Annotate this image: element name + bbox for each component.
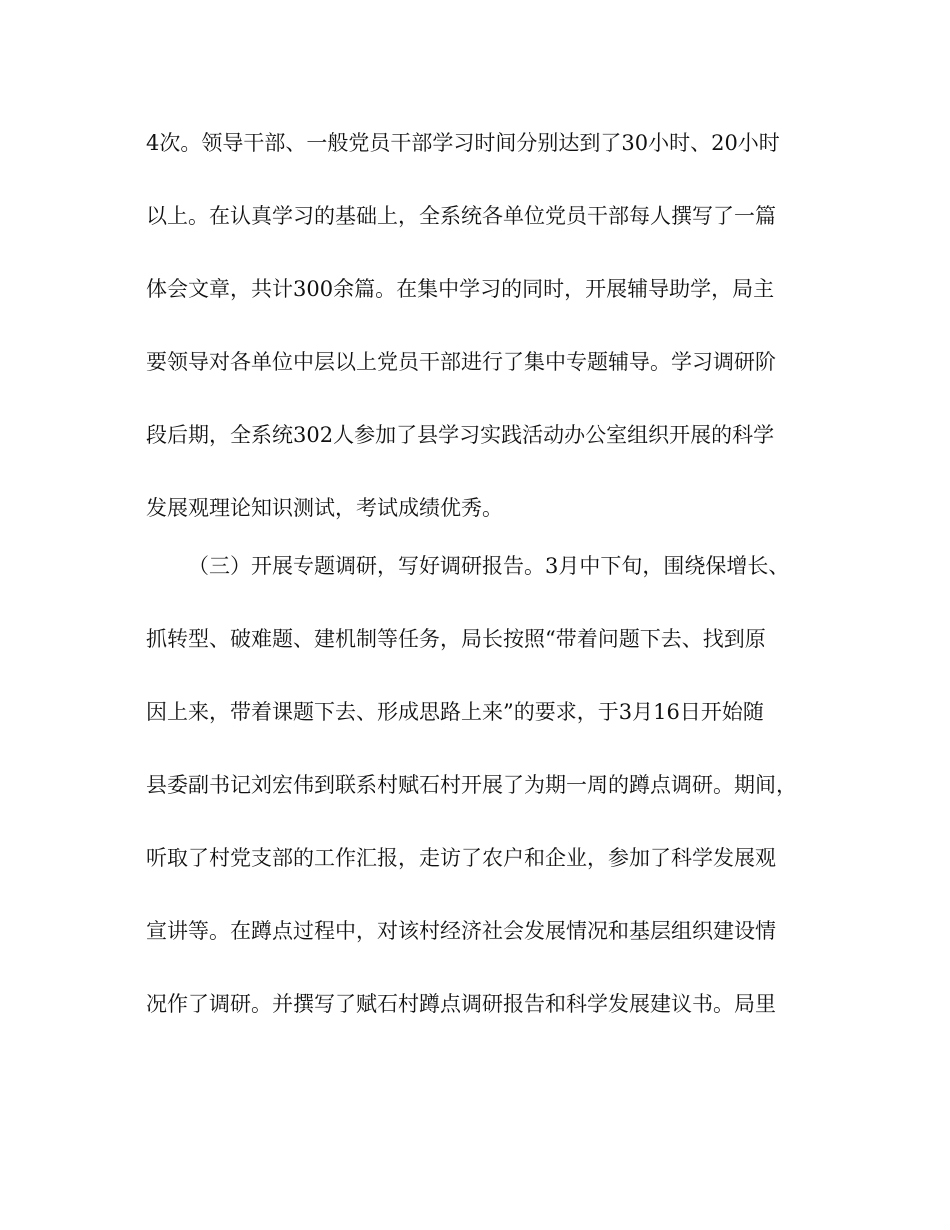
body-text-line: 4次。领导干部、一般党员干部学习时间分别达到了30小时、20小时: [146, 131, 780, 155]
body-text-line: 发展观理论知识测试，考试成绩优秀。: [146, 496, 503, 520]
body-text-line: 体会文章，共计300余篇。在集中学习的同时，开展辅导助学，局主: [146, 277, 775, 301]
body-text-line: 抓转型、破难题、建机制等任务，局长按照“带着问题下去、找到原: [146, 627, 766, 651]
body-text-line: 以上。在认真学习的基础上，全系统各单位党员干部每人撰写了一篇: [146, 204, 776, 228]
body-text-line: 要领导对各单位中层以上党员干部进行了集中专题辅导。学习调研阶: [146, 350, 776, 374]
body-text-line: 听取了村党支部的工作汇报，走访了农户和企业，参加了科学发展观: [146, 846, 776, 870]
section-heading-line: （三）开展专题调研，写好调研报告。3月中下旬，围绕保增长、: [188, 554, 790, 578]
body-text-line: 因上来，带着课题下去、形成思路上来”的要求，于3月16日开始随: [146, 700, 764, 724]
body-text-line: 县委副书记刘宏伟到联系村赋石村开展了为期一周的蹲点调研。期间，: [146, 773, 797, 797]
body-text-line: 段后期，全系统302人参加了县学习实践活动办公室组织开展的科学: [146, 423, 775, 447]
body-text-line: 宣讲等。在蹲点过程中，对该村经济社会发展情况和基层组织建设情: [146, 919, 776, 943]
body-text-line: 况作了调研。并撰写了赋石村蹲点调研报告和科学发展建议书。局里: [146, 992, 776, 1016]
